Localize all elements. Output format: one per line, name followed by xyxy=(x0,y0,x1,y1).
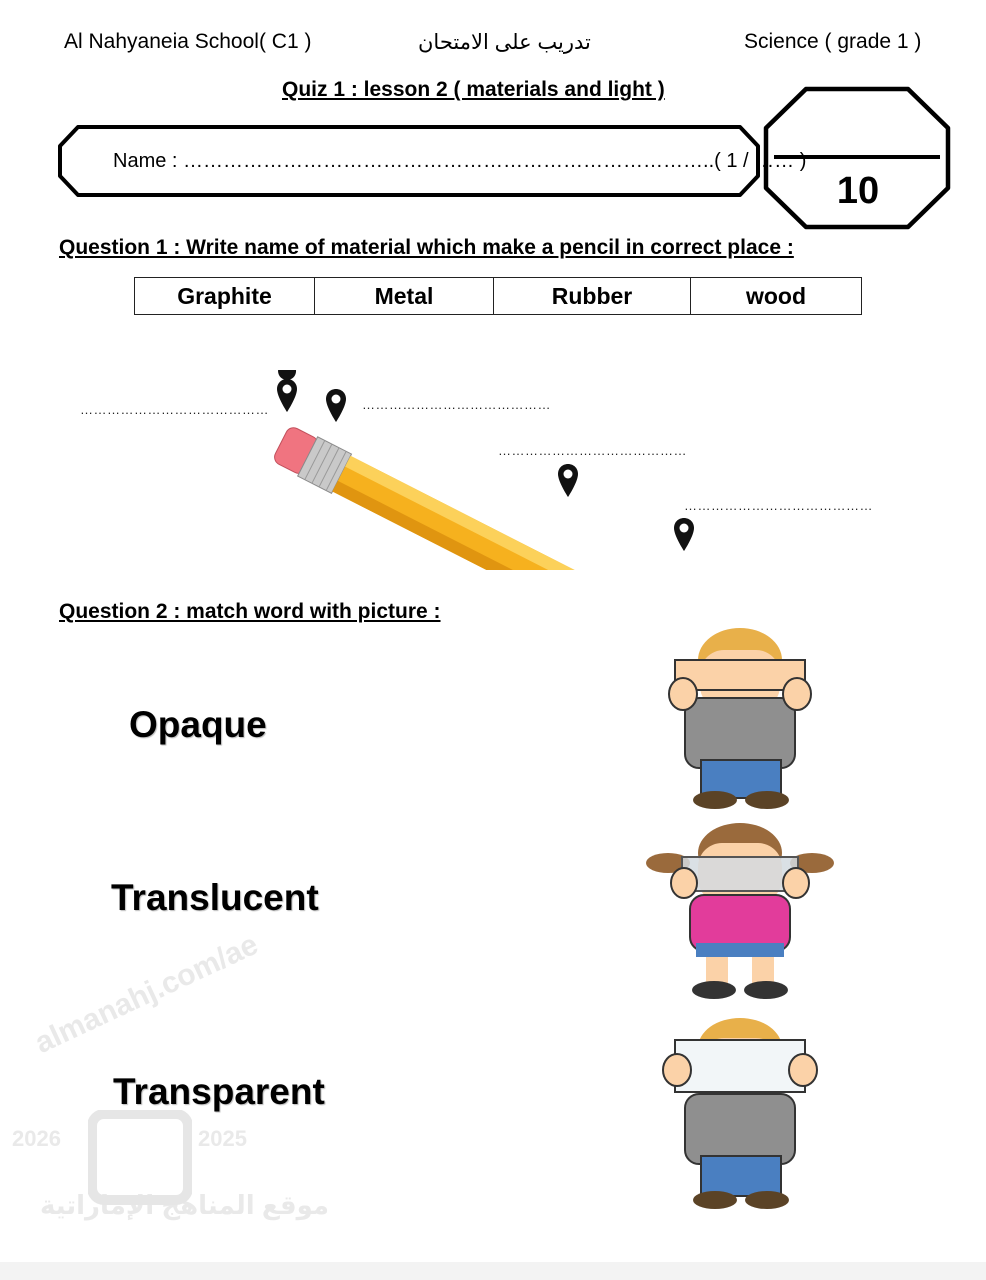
answer-blank-graphite[interactable]: …………………………………… xyxy=(684,498,873,513)
name-field[interactable] xyxy=(113,150,806,173)
answer-blank-rubber[interactable]: …………………………………… xyxy=(80,402,269,417)
watermark-arabic: موقع المناهج الإماراتية xyxy=(40,1190,330,1220)
watermark-logo-icon xyxy=(88,1110,192,1206)
quiz-title: Quiz 1 : lesson 2 ( materials and light ) xyxy=(282,78,665,101)
watermark-year-right: 2025 xyxy=(198,1126,247,1151)
picture-boy-opaque[interactable] xyxy=(655,620,825,810)
material-rubber: Rubber xyxy=(494,278,691,315)
page-footer-strip xyxy=(0,1262,986,1280)
pin-icon-eraser xyxy=(276,378,298,414)
pin-icon-tip xyxy=(673,517,695,553)
score-total: 10 xyxy=(836,170,880,212)
word-transparent[interactable]: Transparent xyxy=(113,1071,325,1112)
question-1-text: Question 1 : Write name of material which make a pencil in correct place : xyxy=(59,236,794,259)
exam-practice-note: تدريب على الامتحان xyxy=(418,31,591,54)
word-opaque[interactable]: Opaque xyxy=(129,704,267,745)
answer-blank-wood[interactable]: …………………………………… xyxy=(498,443,687,458)
material-wood: wood xyxy=(691,278,862,315)
name-blank: ……………………………………………………………………..( 1 / …… ) xyxy=(183,150,807,172)
school-name: Al Nahyaneia School( C1 ) xyxy=(64,30,312,53)
watermark-year-left: 2026 xyxy=(12,1126,61,1151)
picture-girl-translucent[interactable] xyxy=(640,815,840,1005)
picture-boy-transparent[interactable] xyxy=(655,1010,825,1210)
subject-grade: Science ( grade 1 ) xyxy=(744,30,922,53)
question-2-text: Question 2 : match word with picture : xyxy=(59,600,441,623)
pin-icon-body xyxy=(557,463,579,499)
materials-table xyxy=(134,277,862,315)
pin-icon-ferrule xyxy=(325,388,347,424)
word-translucent[interactable]: Translucent xyxy=(111,877,319,918)
watermark-site: almanahj.com/ae xyxy=(30,927,264,1060)
answer-blank-metal[interactable]: …………………………………… xyxy=(362,397,551,412)
material-metal: Metal xyxy=(315,278,494,315)
material-graphite: Graphite xyxy=(135,278,315,315)
name-label: Name : xyxy=(113,150,184,172)
